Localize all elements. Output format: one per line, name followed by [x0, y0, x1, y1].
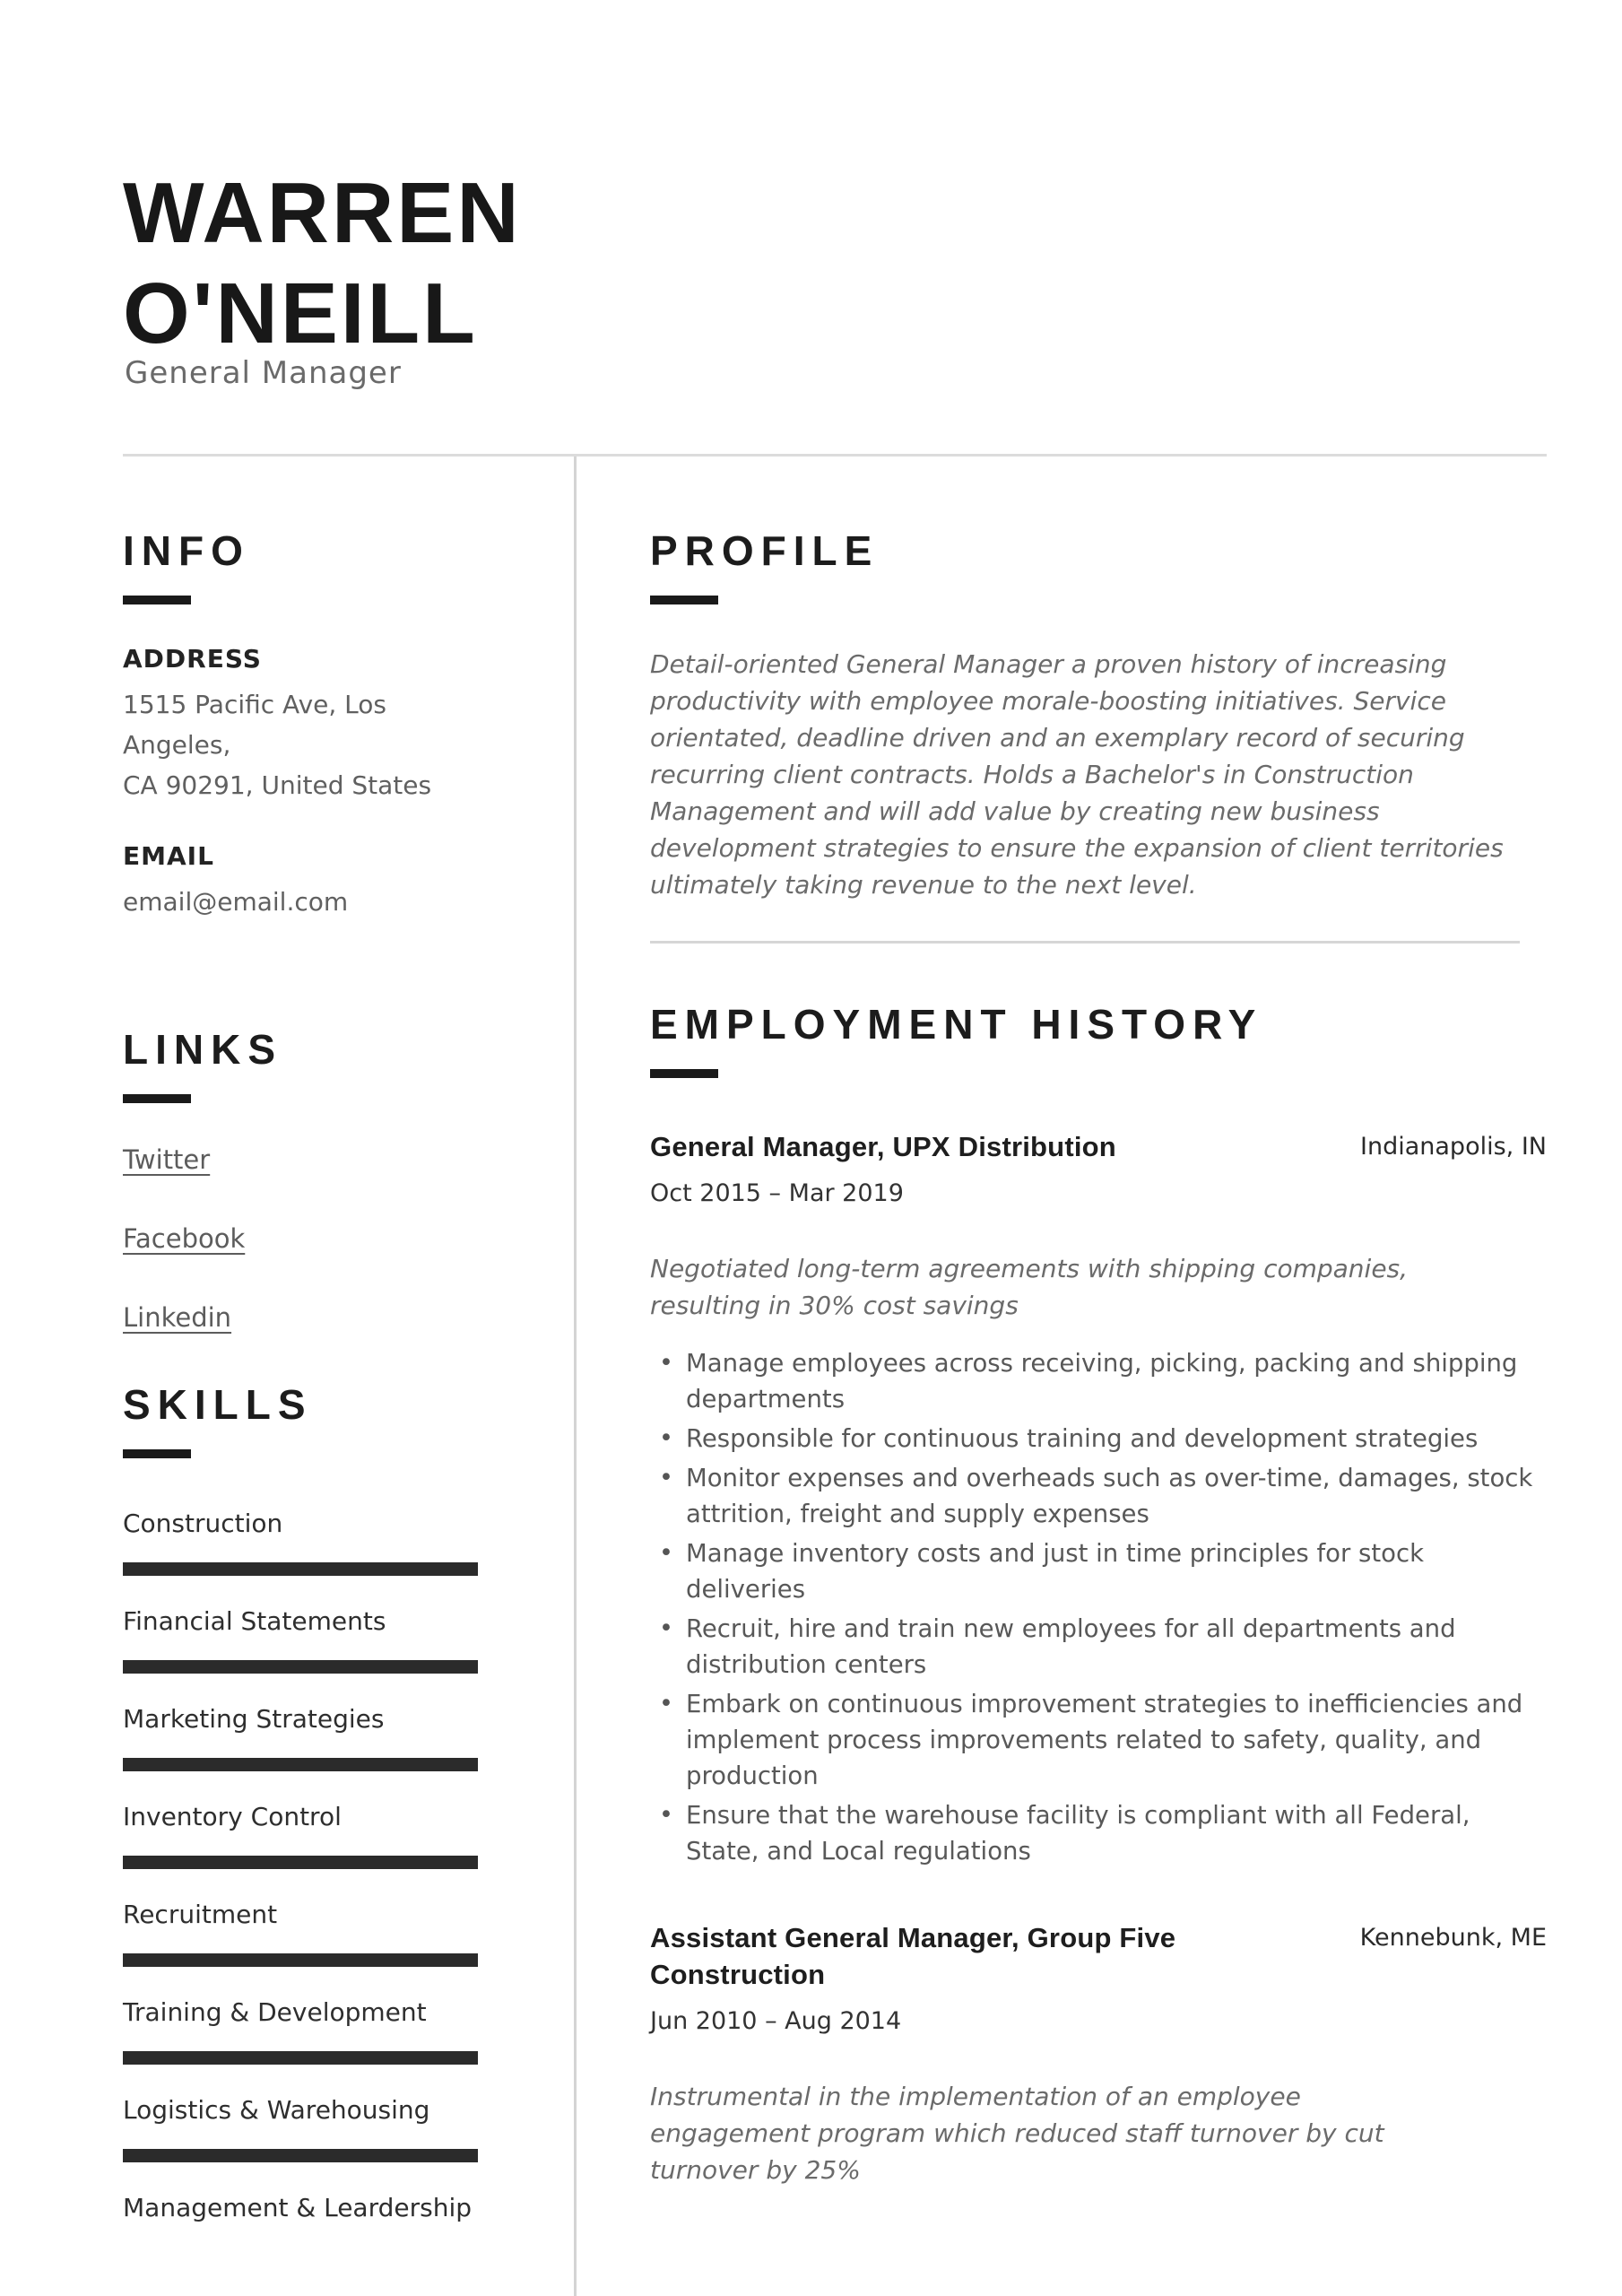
profile-text: Detail-oriented General Manager a proven history of increasing productivity with employee morale-boosting initiatives. Service orientated, deadline driven and an exemplary record of securing recurring client contracts. Holds a Bachelor's in Construction Management and will add value by creating new business development strategies to ensure the expansion of client territories ultimately taking revenue to the next level. [650, 649, 1504, 900]
name-line-2: O'NEILL [123, 265, 478, 362]
job-summary: Instrumental in the implementation of an employee engagement program which reduced staff turnover by cut turnover by 25% [650, 2082, 1384, 2185]
links-section [123, 1026, 478, 1333]
info-heading: INFO [123, 527, 250, 574]
job-bullet: • Embark on continuous improvement strategies to inefficiencies and implement process improvements related to safety, quality, and production [650, 1686, 1547, 1794]
job-title: Assistant General Manager, Group Five Construction [650, 1922, 1176, 1990]
skill-name: Marketing Strategies [123, 1704, 385, 1734]
skill-row [123, 2095, 478, 2162]
profile-heading-underline [650, 596, 718, 604]
skill-row [123, 1997, 478, 2065]
skill-level-bar [123, 2051, 478, 2065]
employment-heading-underline [650, 1069, 718, 1078]
skill-level-bar [123, 1758, 478, 1771]
job-bullet: • Manage employees across receiving, picking, packing and shipping departments [650, 1345, 1547, 1417]
address-label: ADDRESS [123, 644, 262, 674]
skill-row [123, 1704, 478, 1771]
column-divider [574, 457, 577, 2296]
job-header [650, 1919, 1547, 1993]
links-heading-underline [123, 1094, 191, 1103]
social-link[interactable]: Linkedin [123, 1302, 232, 1333]
skill-name: Construction [123, 1509, 283, 1538]
address-line: CA 90291, United States [123, 770, 432, 800]
job-dates: Jun 2010 – Aug 2014 [650, 2007, 902, 2035]
header-divider [123, 454, 1547, 457]
main-content [650, 527, 1547, 2188]
job-list [650, 1128, 1547, 2188]
skill-row [123, 1900, 478, 1967]
links-list [123, 1144, 478, 1333]
skills-list [123, 1509, 478, 2223]
sidebar [123, 527, 478, 2254]
skill-name: Recruitment [123, 1900, 278, 1929]
job-bullet: • Ensure that the warehouse facility is compliant with all Federal, State, and Local regulations [650, 1797, 1547, 1869]
skill-level-bar [123, 1953, 478, 1967]
employment-section [650, 1001, 1547, 2188]
skills-heading-underline [123, 1449, 191, 1458]
skill-name: Financial Statements [123, 1606, 386, 1636]
skill-level-bar [123, 1856, 478, 1869]
job-location: Kennebunk, ME [1359, 1924, 1547, 1952]
employment-heading: EMPLOYMENT HISTORY [650, 1001, 1263, 1048]
skill-level-bar [123, 2149, 478, 2162]
person-job-title: General Manager [125, 355, 402, 391]
job-bullet: • Monitor expenses and overheads such as over-time, damages, stock attrition, freight and supply expenses [650, 1460, 1547, 1532]
section-divider [650, 941, 1520, 944]
job-entry [650, 1919, 1547, 2188]
email-value: email@email.com [123, 887, 349, 917]
skills-section [123, 1381, 478, 2223]
social-link[interactable]: Twitter [123, 1144, 211, 1175]
person-name [123, 163, 522, 364]
skill-row [123, 1802, 478, 1869]
job-title: General Manager, UPX Distribution [650, 1131, 1116, 1162]
skill-name: Training & Development [123, 1997, 427, 2027]
job-entry [650, 1128, 1547, 1869]
skill-row [123, 2193, 478, 2223]
email-label: EMAIL [123, 841, 214, 871]
social-link[interactable]: Facebook [123, 1223, 246, 1254]
skill-level-bar [123, 1660, 478, 1674]
skill-row [123, 1509, 478, 1576]
skill-level-bar [123, 1562, 478, 1576]
job-bullet: • Recruit, hire and train new employees for all departments and distribution centers [650, 1611, 1547, 1683]
job-summary: Negotiated long-term agreements with shipping companies, resulting in 30% cost savings [650, 1254, 1409, 1320]
skill-name: Inventory Control [123, 1802, 342, 1831]
job-dates: Oct 2015 – Mar 2019 [650, 1179, 904, 1207]
skills-heading: SKILLS [123, 1381, 313, 1428]
profile-section [650, 527, 1547, 903]
profile-heading: PROFILE [650, 527, 880, 574]
skill-name: Management & Leardership [123, 2193, 472, 2222]
job-bullet: • Manage inventory costs and just in time principles for stock deliveries [650, 1535, 1547, 1607]
links-heading: LINKS [123, 1026, 282, 1073]
info-heading-underline [123, 596, 191, 604]
address-value [123, 684, 478, 805]
job-bullet: • Responsible for continuous training and development strategies [650, 1421, 1547, 1457]
info-section [123, 527, 478, 922]
skill-row [123, 1606, 478, 1674]
skill-name: Logistics & Warehousing [123, 2095, 430, 2125]
job-bullet-list [650, 1345, 1547, 1869]
name-line-1: WARREN [123, 165, 522, 262]
job-location: Indianapolis, IN [1360, 1133, 1547, 1161]
address-line: 1515 Pacific Ave, Los Angeles, [123, 690, 386, 760]
job-header [650, 1128, 1547, 1165]
